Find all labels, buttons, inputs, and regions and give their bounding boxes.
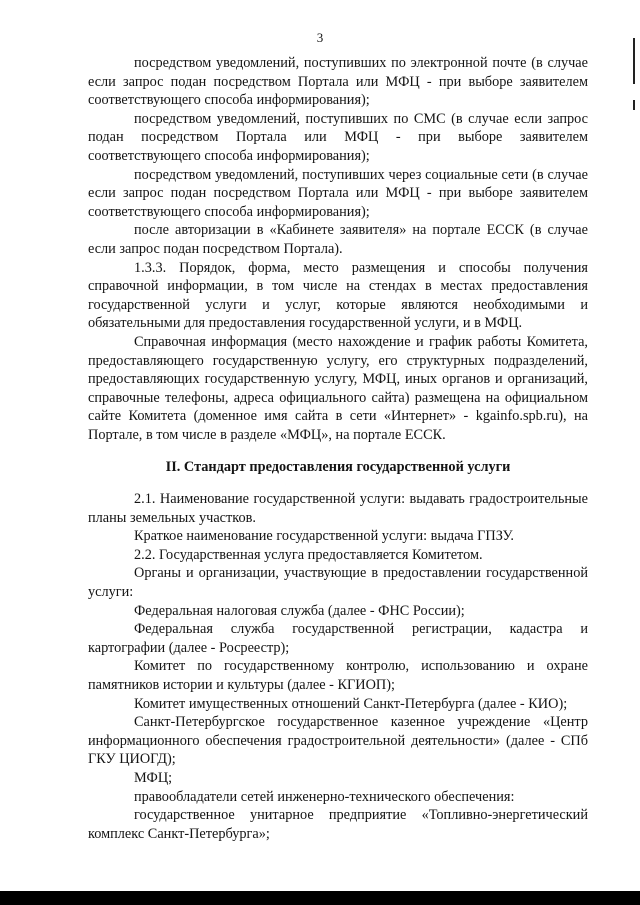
list-item-kgiop: Комитет по государственному контролю, использованию и охране памятников истории и культуры (далее - КГИОП); (88, 658, 588, 693)
scan-bottom-border (0, 891, 640, 905)
list-item-mfc: МФЦ; (134, 769, 173, 786)
paragraph-short-name: Краткое наименование государственной услуги: выдача ГПЗУ. (134, 528, 514, 545)
paragraph-sms-notification: посредством уведомлений, поступивших по СМС (в случае если запрос подан посредством Портала или МФЦ - при выборе заявителем соответствующего способа информирования); (88, 110, 588, 164)
paragraph-reference-info: Справочная информация (место нахождение и график работы Комитета, предоставляющего государственную услугу, его структурных подразделений, предоставляющих государственную услугу, МФЦ, иных органов и организаций, справочные телефоны, адреса официального сайта) размещена на официальном сайте Комитета (доменное имя сайта в сети «Интернет» - kgainfo.spb.ru), на Портале, в том числе в разделе «МФЦ», на портале ЕССК. (88, 333, 588, 443)
scan-edge-mark (633, 38, 635, 84)
list-item-kio: Комитет имущественных отношений Санкт-Петербурга (далее - КИО); (134, 695, 568, 712)
paragraph-social-notification: посредством уведомлений, поступивших через социальные сети (в случае если запрос подан посредством Портала или МФЦ - при выборе заявителем соответствующего способа информирования); (88, 166, 588, 220)
section-heading-ii: II. Стандарт предоставления государственной услуги (165, 459, 511, 476)
scan-edge-mark (633, 100, 635, 110)
paragraph-2-2: 2.2. Государственная услуга предоставляется Комитетом. (134, 546, 483, 563)
list-item-ciogd: Санкт-Петербургское государственное казенное учреждение «Центр информационного обеспечения градостроительной деятельности» (далее - СПб ГКУ ЦИОГД); (88, 714, 588, 768)
page-number: 3 (316, 30, 324, 45)
paragraph-email-notification: посредством уведомлений, поступивших по электронной почте (в случае если запрос подан посредством Портала или МФЦ - при выборе заявителем соответствующего способа информирования); (88, 55, 588, 109)
paragraph-2-1: 2.1. Наименование государственной услуги: выдавать градостроительные планы земельных участков. (88, 491, 588, 526)
list-item-tek: государственное унитарное предприятие «Топливно-энергетический комплекс Санкт-Петербурга»; (88, 807, 588, 842)
document-body (88, 54, 588, 843)
list-item-network-owners: правообладатели сетей инженерно-технического обеспечения: (134, 788, 515, 805)
paragraph-1-3-3: 1.3.3. Порядок, форма, место размещения и способы получения справочной информации, в том числе на стендах в местах предоставления государственной услуги и услуг, которые являются необходимыми и обязательными для предоставления государственной услуги, и в МФЦ. (88, 259, 588, 332)
paragraph-participants: Органы и организации, участвующие в предоставлении государственной услуги: (88, 565, 588, 601)
paragraph-cabinet-notification: после авторизации в «Кабинете заявителя» на портале ЕССК (в случае если запрос подан посредством Портала). (88, 222, 588, 257)
list-item-fns: Федеральная налоговая служба (далее - ФНС России); (134, 602, 465, 619)
list-item-rosreestr: Федеральная служба государственной регистрации, кадастра и картографии (далее - Росреестр); (88, 621, 588, 656)
